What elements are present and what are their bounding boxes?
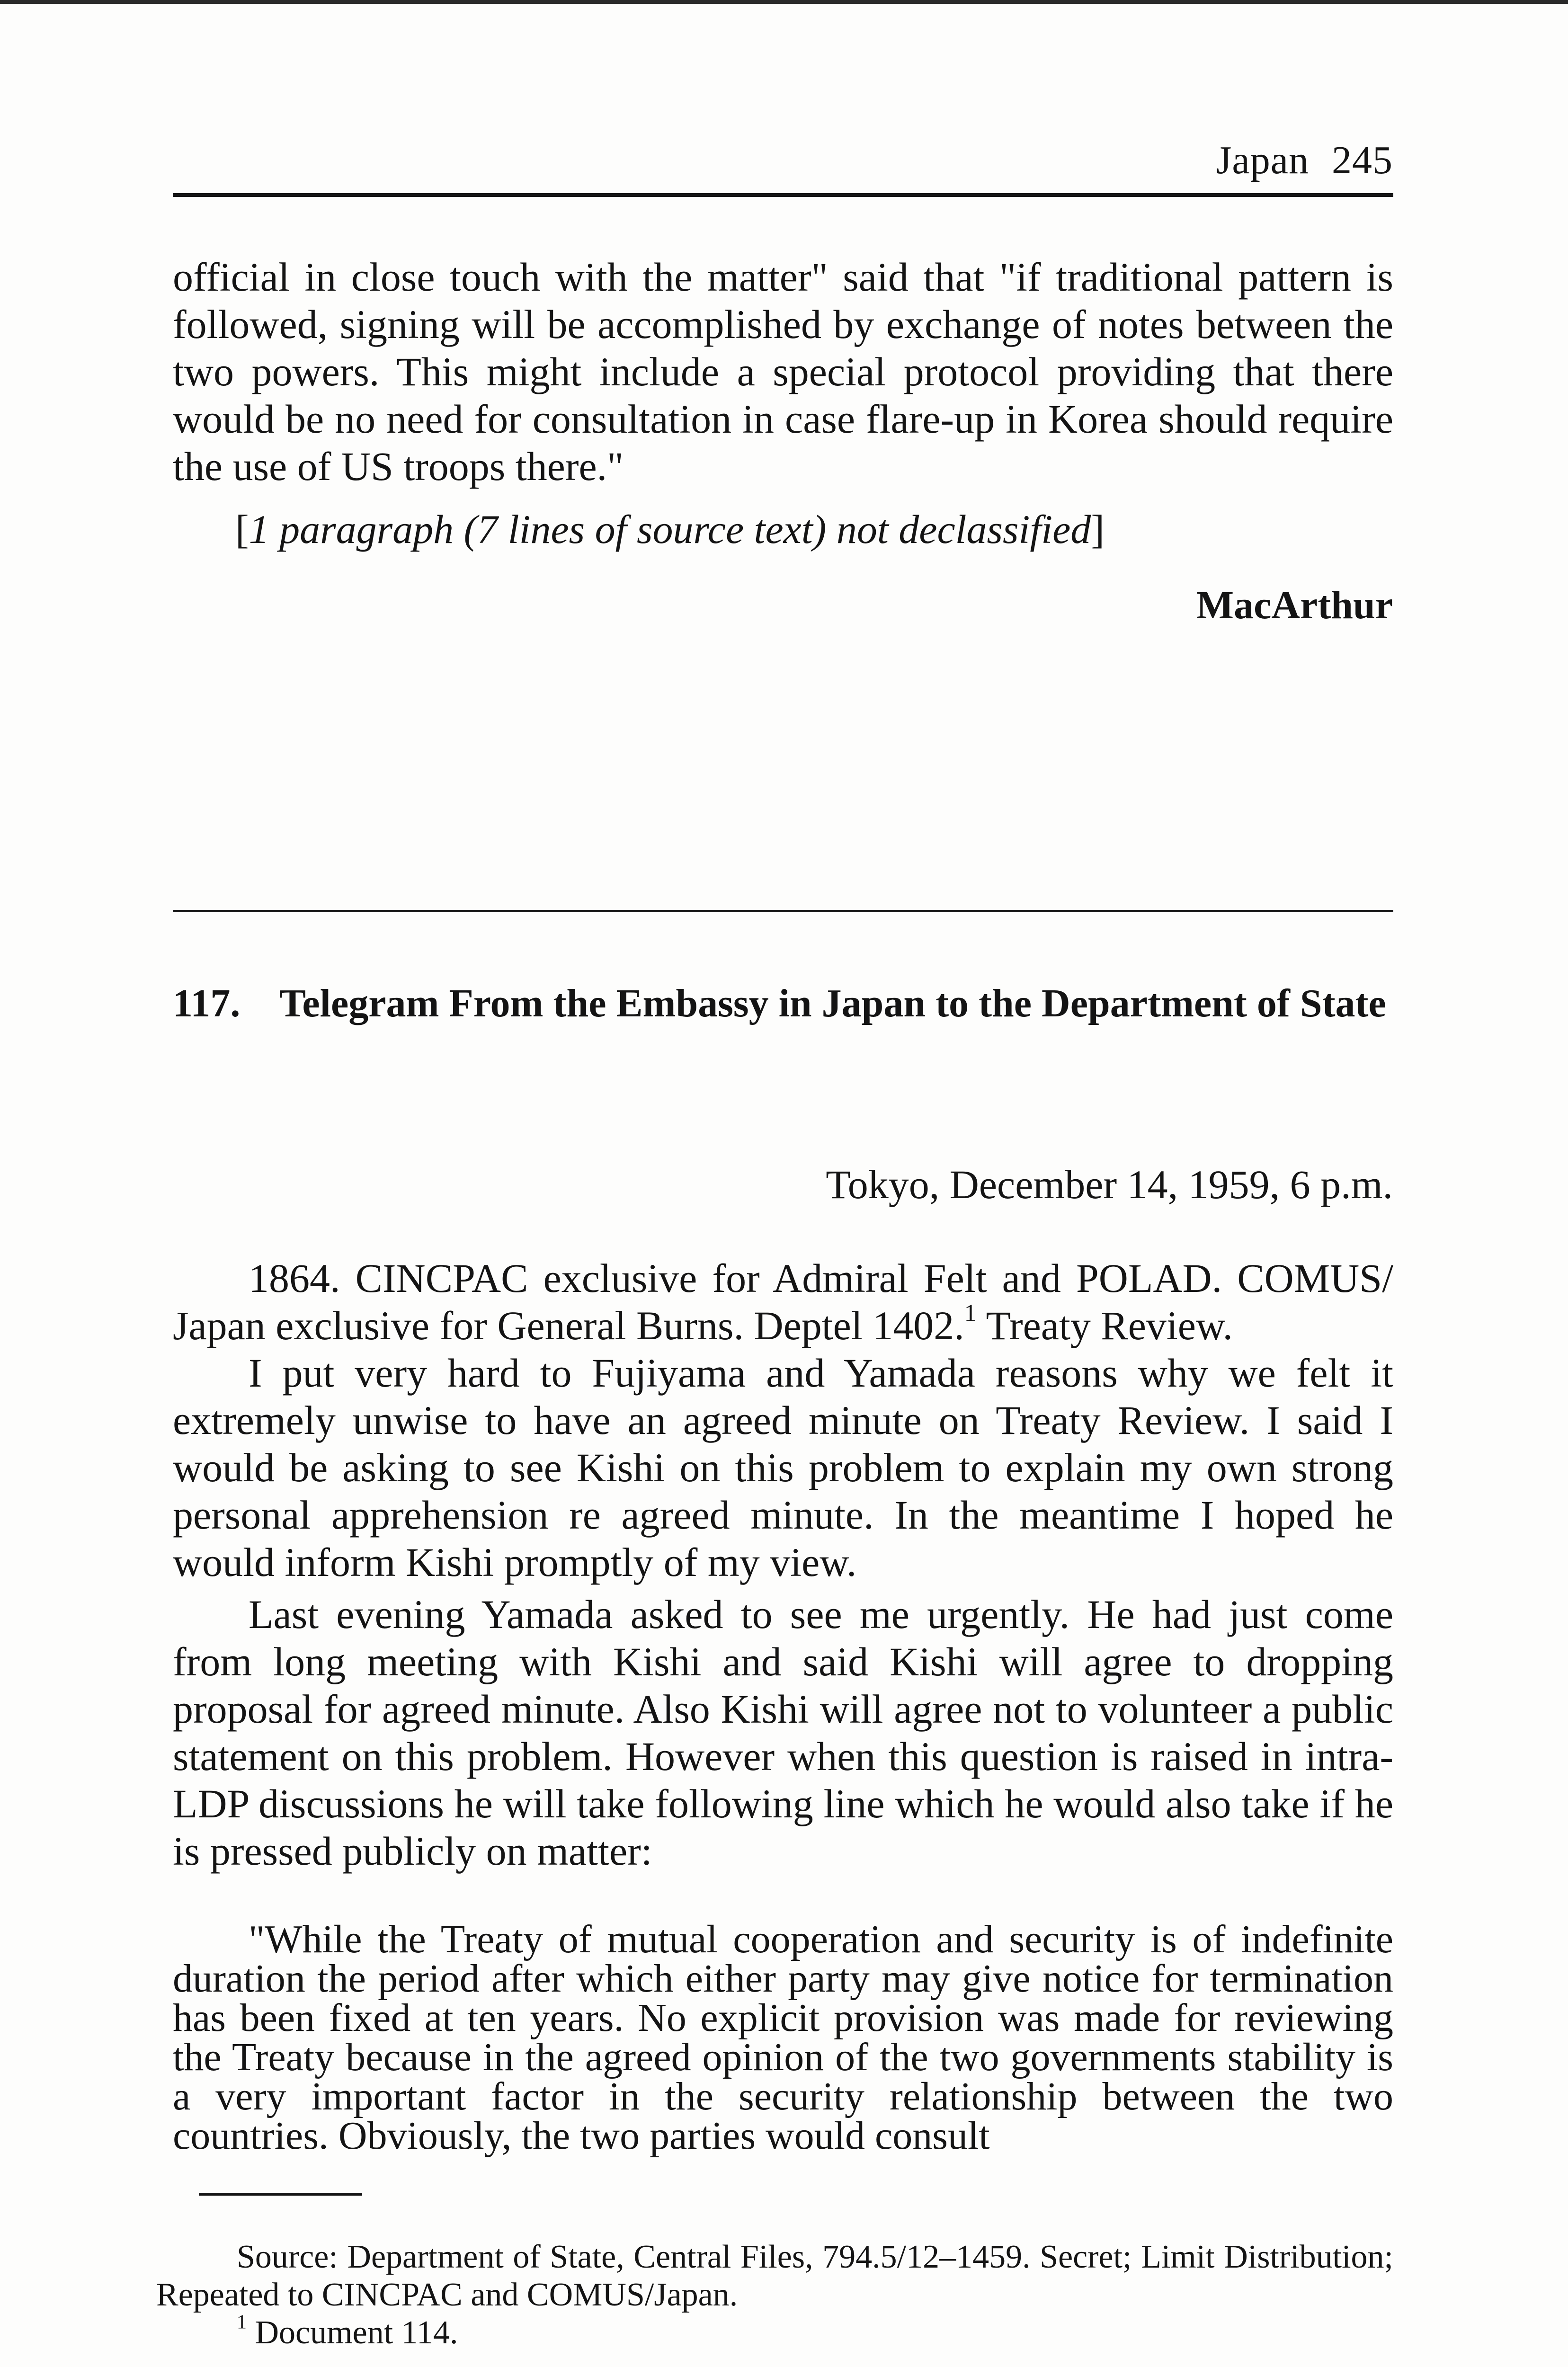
footnote-reference-1: 1 bbox=[964, 1299, 977, 1327]
section-divider bbox=[173, 910, 1393, 912]
footnotes bbox=[156, 2238, 1393, 2352]
document-number: 117. bbox=[173, 981, 241, 1025]
page-number: 245 bbox=[1332, 138, 1393, 182]
document-title: Telegram From the Embassy in Japan to the Department of State bbox=[279, 981, 1386, 1025]
paragraph-1-text: 1864. CINCPAC exclusive for Admiral Felt and POLAD. COMUS/ Japan exclusive for General Burns. Deptel 1402. bbox=[173, 1255, 1393, 1348]
source-note: Source: Department of State, Central Files, 794.5/12–1459. Secret; Limit Distribution; Repeated to CINCPAC and COMUS/Japan. bbox=[156, 2239, 1393, 2313]
dateline: Tokyo, December 14, 1959, 6 p.m. bbox=[826, 1162, 1393, 1207]
note-close-bracket: ] bbox=[1091, 507, 1105, 552]
footnote-1-marker: 1 bbox=[237, 2311, 247, 2333]
continued-paragraph: official in close touch with the matter" said that "if traditional pattern is followed, signing will be accomplished by exchange of notes between the two powers. This might include a special protocol providing that there would be no need for consultation in case flare-up in Korea should require the use of US troops there." bbox=[173, 254, 1393, 489]
header-rule bbox=[173, 193, 1393, 197]
quoted-statement: "While the Treaty of mutual cooperation and security is of indefinite duration the period after which either party may give notice for termination has been fixed at ten years. No explicit provision was made for reviewing the Treaty because in the agreed opinion of the two governments stability is a very important factor in the security relationship between the two countries. Obviously, the two parties would consult bbox=[173, 1917, 1393, 2158]
telegram-body bbox=[173, 1255, 1393, 1875]
running-head-section: Japan bbox=[1216, 138, 1309, 182]
body-paragraph-2: I put very hard to Fujiyama and Yamada reasons why we felt it extremely unwise to have an agreed minute on Treaty Review. I said I would be asking to see Kishi on this problem to explain my own strong personal apprehension re agreed minute. In the meantime I hoped he would inform Kishi promptly of my view. bbox=[173, 1350, 1393, 1585]
page-top-edge bbox=[0, 0, 1568, 4]
note-open-bracket: [ bbox=[235, 507, 249, 552]
running-head bbox=[1216, 137, 1393, 183]
quoted-statement-block bbox=[173, 1917, 1393, 2158]
note-text: 1 paragraph (7 lines of source text) not declassified bbox=[249, 507, 1091, 552]
declassification-note bbox=[235, 506, 1105, 553]
continued-text-block bbox=[173, 253, 1393, 490]
footnote-1-text: Document 114. bbox=[247, 2314, 458, 2351]
paragraph-1-tail: Treaty Review. bbox=[976, 1303, 1233, 1348]
body-paragraph-3: Last evening Yamada asked to see me urgently. He had just come from long meeting with Kishi and said Kishi will agree to dropping proposal for agreed minute. Also Kishi will agree not to volunteer a public statement on this problem. However when this question is raised in intra-LDP discussions he will take following line which he would also take if he is pressed publicly on matter: bbox=[173, 1592, 1393, 1874]
signature-macarthur: MacArthur bbox=[1196, 583, 1393, 627]
footnote-1 bbox=[156, 2311, 1393, 2352]
body-paragraph-1 bbox=[173, 1255, 1393, 1349]
footnote-rule bbox=[199, 2193, 362, 2196]
